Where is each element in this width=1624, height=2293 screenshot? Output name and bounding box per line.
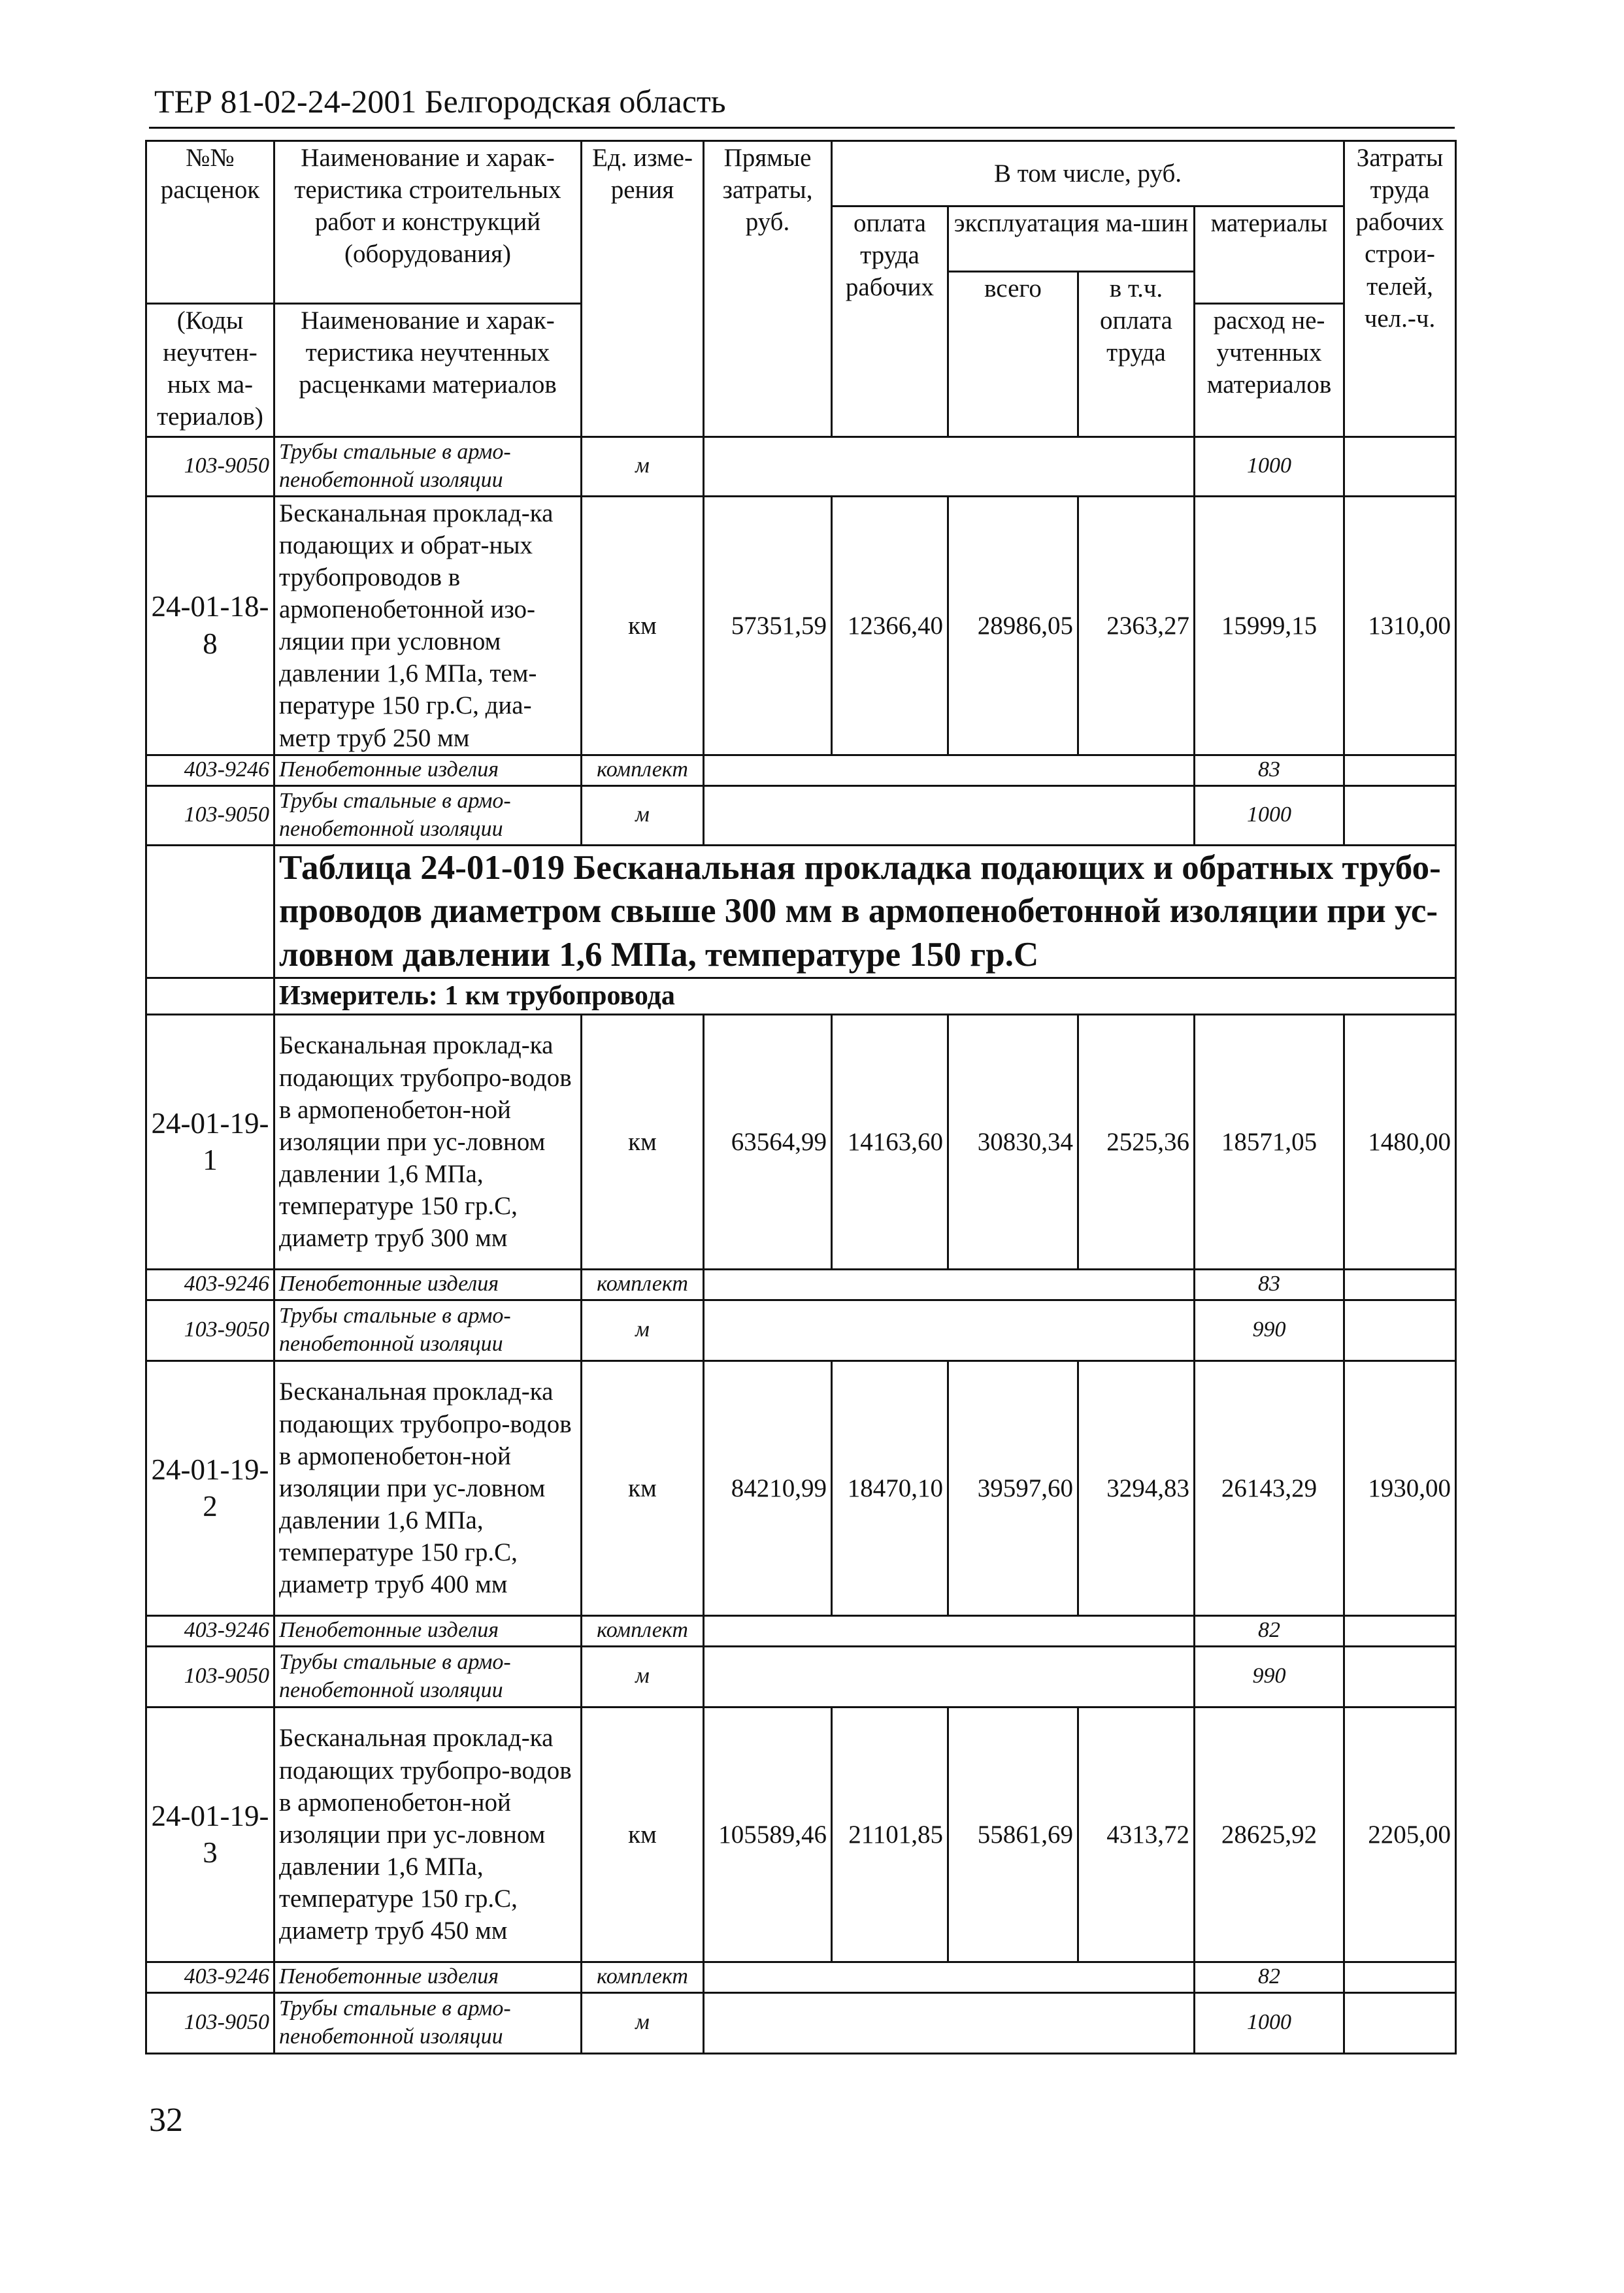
rate-machines-total: 30830,34 [948, 1014, 1078, 1269]
material-name: Трубы стальные в армо-пенобетонной изоляции [274, 1300, 582, 1361]
rate-materials: 28625,92 [1195, 1707, 1344, 1962]
material-unit: комплект [582, 1615, 704, 1646]
material-code: 103-9050 [146, 437, 274, 496]
material-row [146, 437, 1456, 496]
material-qty: 82 [1195, 1615, 1344, 1646]
rates-table [145, 140, 1457, 2054]
material-code: 403-9246 [146, 1615, 274, 1646]
rate-unit: км [582, 1014, 704, 1269]
col-header-hours: Затраты труда рабочих строи-телей, чел.-ч. [1344, 141, 1456, 437]
table-title-row [146, 845, 1456, 978]
rate-machines-labor: 2525,36 [1078, 1014, 1195, 1269]
rate-labor-pay: 14163,60 [832, 1014, 948, 1269]
material-code: 103-9050 [146, 1646, 274, 1707]
col-header-name2: Наименование и харак-теристика неучтенных расценками материалов [274, 303, 582, 437]
rate-row [146, 1361, 1456, 1615]
material-qty: 990 [1195, 1646, 1344, 1707]
material-name: Пенобетонные изделия [274, 1615, 582, 1646]
material-row [146, 755, 1456, 785]
rate-direct-costs: 63564,99 [704, 1014, 832, 1269]
col-header-including: В том числе, руб. [832, 141, 1344, 206]
col-header-machines-total: всего [948, 271, 1078, 437]
rate-code: 24-01-19-1 [146, 1014, 274, 1269]
material-name: Пенобетонные изделия [274, 755, 582, 785]
material-code: 103-9050 [146, 1992, 274, 2053]
col-header-machines: эксплуатация ма-шин [948, 206, 1195, 271]
material-unit: м [582, 785, 704, 845]
material-unit: м [582, 1300, 704, 1361]
rate-direct-costs: 105589,46 [704, 1707, 832, 1962]
rate-labor-hours: 1480,00 [1344, 1014, 1456, 1269]
col-header-machines-labor: в т.ч. оплата труда [1078, 271, 1195, 437]
rate-labor-hours: 1930,00 [1344, 1361, 1456, 1615]
material-unit: м [582, 1992, 704, 2053]
material-unit: м [582, 1646, 704, 1707]
rate-unit: км [582, 1361, 704, 1615]
col-header-name: Наименование и харак-теристика строительных работ и конструкций (оборудования) [274, 141, 582, 272]
col-header-materials: материалы [1195, 206, 1344, 271]
col-header-direct: Прямые затраты, руб. [704, 141, 832, 437]
rate-code: 24-01-19-3 [146, 1707, 274, 1962]
material-qty: 1000 [1195, 1992, 1344, 2053]
material-row [146, 1615, 1456, 1646]
rate-name: Бесканальная проклад-ка подающих трубопро-водов в армопенобетон-ной изоляции при ус-ловном давлении 1,6 МПа, температуре 150 гр.С, диаметр труб 400 мм [274, 1361, 582, 1615]
rate-machines-total: 55861,69 [948, 1707, 1078, 1962]
table-title: Таблица 24-01-019 Бесканальная прокладка подающих и обратных трубо-проводов диаметром свыше 300 мм в армопенобетонной изоляции при ус-ловном давлении 1,6 МПа, температуре 150 гр.С [274, 845, 1456, 978]
material-row [146, 1300, 1456, 1361]
material-name: Пенобетонные изделия [274, 1269, 582, 1300]
rate-direct-costs: 84210,99 [704, 1361, 832, 1615]
material-qty: 1000 [1195, 437, 1344, 496]
rate-direct-costs: 57351,59 [704, 496, 832, 755]
material-code: 103-9050 [146, 785, 274, 845]
col-header-labor: оплата труда рабочих [832, 206, 948, 303]
material-name: Пенобетонные изделия [274, 1962, 582, 1992]
material-row [146, 1269, 1456, 1300]
col-header-num: №№ расценок [146, 141, 274, 206]
material-row [146, 1962, 1456, 1992]
document-title: ТЕР 81-02-24-2001 Белгородская область [154, 83, 726, 120]
measure-row [146, 978, 1456, 1014]
material-qty: 83 [1195, 755, 1344, 785]
material-name: Трубы стальные в армо-пенобетонной изоляции [274, 1646, 582, 1707]
material-row [146, 1646, 1456, 1707]
measure-unit: Измеритель: 1 км трубопровода [274, 978, 1456, 1014]
rate-name: Бесканальная проклад-ка подающих трубопро-водов в армопенобетон-ной изоляции при ус-ловном давлении 1,6 МПа, температуре 150 гр.С, диаметр труб 300 мм [274, 1014, 582, 1269]
rate-labor-hours: 1310,00 [1344, 496, 1456, 755]
rate-materials: 26143,29 [1195, 1361, 1344, 1615]
material-name: Трубы стальные в армо-пенобетонной изоляции [274, 785, 582, 845]
rate-row [146, 1707, 1456, 1962]
rate-code: 24-01-18-8 [146, 496, 274, 755]
col-header-mat-usage: расход не-учтенных материалов [1195, 303, 1344, 437]
rate-row [146, 496, 1456, 755]
material-qty: 990 [1195, 1300, 1344, 1361]
page-header [149, 77, 1455, 129]
material-unit: комплект [582, 1269, 704, 1300]
col-header-unit: Ед. изме-рения [582, 141, 704, 437]
rate-labor-pay: 18470,10 [832, 1361, 948, 1615]
page-number: 32 [149, 2102, 183, 2139]
material-unit: м [582, 437, 704, 496]
rate-labor-pay: 12366,40 [832, 496, 948, 755]
rate-name: Бесканальная проклад-ка подающих и обрат-ных трубопроводов в армопенобетонной изо-ляции при условном давлении 1,6 МПа, тем-пературе 150 гр.С, диа-метр труб 250 мм [274, 496, 582, 755]
rate-materials: 15999,15 [1195, 496, 1344, 755]
material-name: Трубы стальные в армо-пенобетонной изоляции [274, 437, 582, 496]
material-qty: 82 [1195, 1962, 1344, 1992]
material-unit: комплект [582, 1962, 704, 1992]
material-code: 403-9246 [146, 1962, 274, 1992]
rate-code: 24-01-19-2 [146, 1361, 274, 1615]
rate-machines-labor: 3294,83 [1078, 1361, 1195, 1615]
material-code: 103-9050 [146, 1300, 274, 1361]
rate-materials: 18571,05 [1195, 1014, 1344, 1269]
material-row [146, 785, 1456, 845]
rate-machines-total: 39597,60 [948, 1361, 1078, 1615]
rate-machines-total: 28986,05 [948, 496, 1078, 755]
material-name: Трубы стальные в армо-пенобетонной изоляции [274, 1992, 582, 2053]
header-row-1 [146, 141, 1456, 206]
rate-name: Бесканальная проклад-ка подающих трубопро-водов в армопенобетон-ной изоляции при ус-ловном давлении 1,6 МПа, температуре 150 гр.С, диаметр труб 450 мм [274, 1707, 582, 1962]
rate-unit: км [582, 496, 704, 755]
material-qty: 83 [1195, 1269, 1344, 1300]
material-code: 403-9246 [146, 1269, 274, 1300]
material-row [146, 1992, 1456, 2053]
rate-labor-hours: 2205,00 [1344, 1707, 1456, 1962]
material-code: 403-9246 [146, 755, 274, 785]
rate-machines-labor: 4313,72 [1078, 1707, 1195, 1962]
rate-row [146, 1014, 1456, 1269]
rate-labor-pay: 21101,85 [832, 1707, 948, 1962]
rate-machines-labor: 2363,27 [1078, 496, 1195, 755]
col-header-codes: (Коды неучтен-ных ма-териалов) [146, 303, 274, 437]
material-unit: комплект [582, 755, 704, 785]
rate-unit: км [582, 1707, 704, 1962]
material-qty: 1000 [1195, 785, 1344, 845]
